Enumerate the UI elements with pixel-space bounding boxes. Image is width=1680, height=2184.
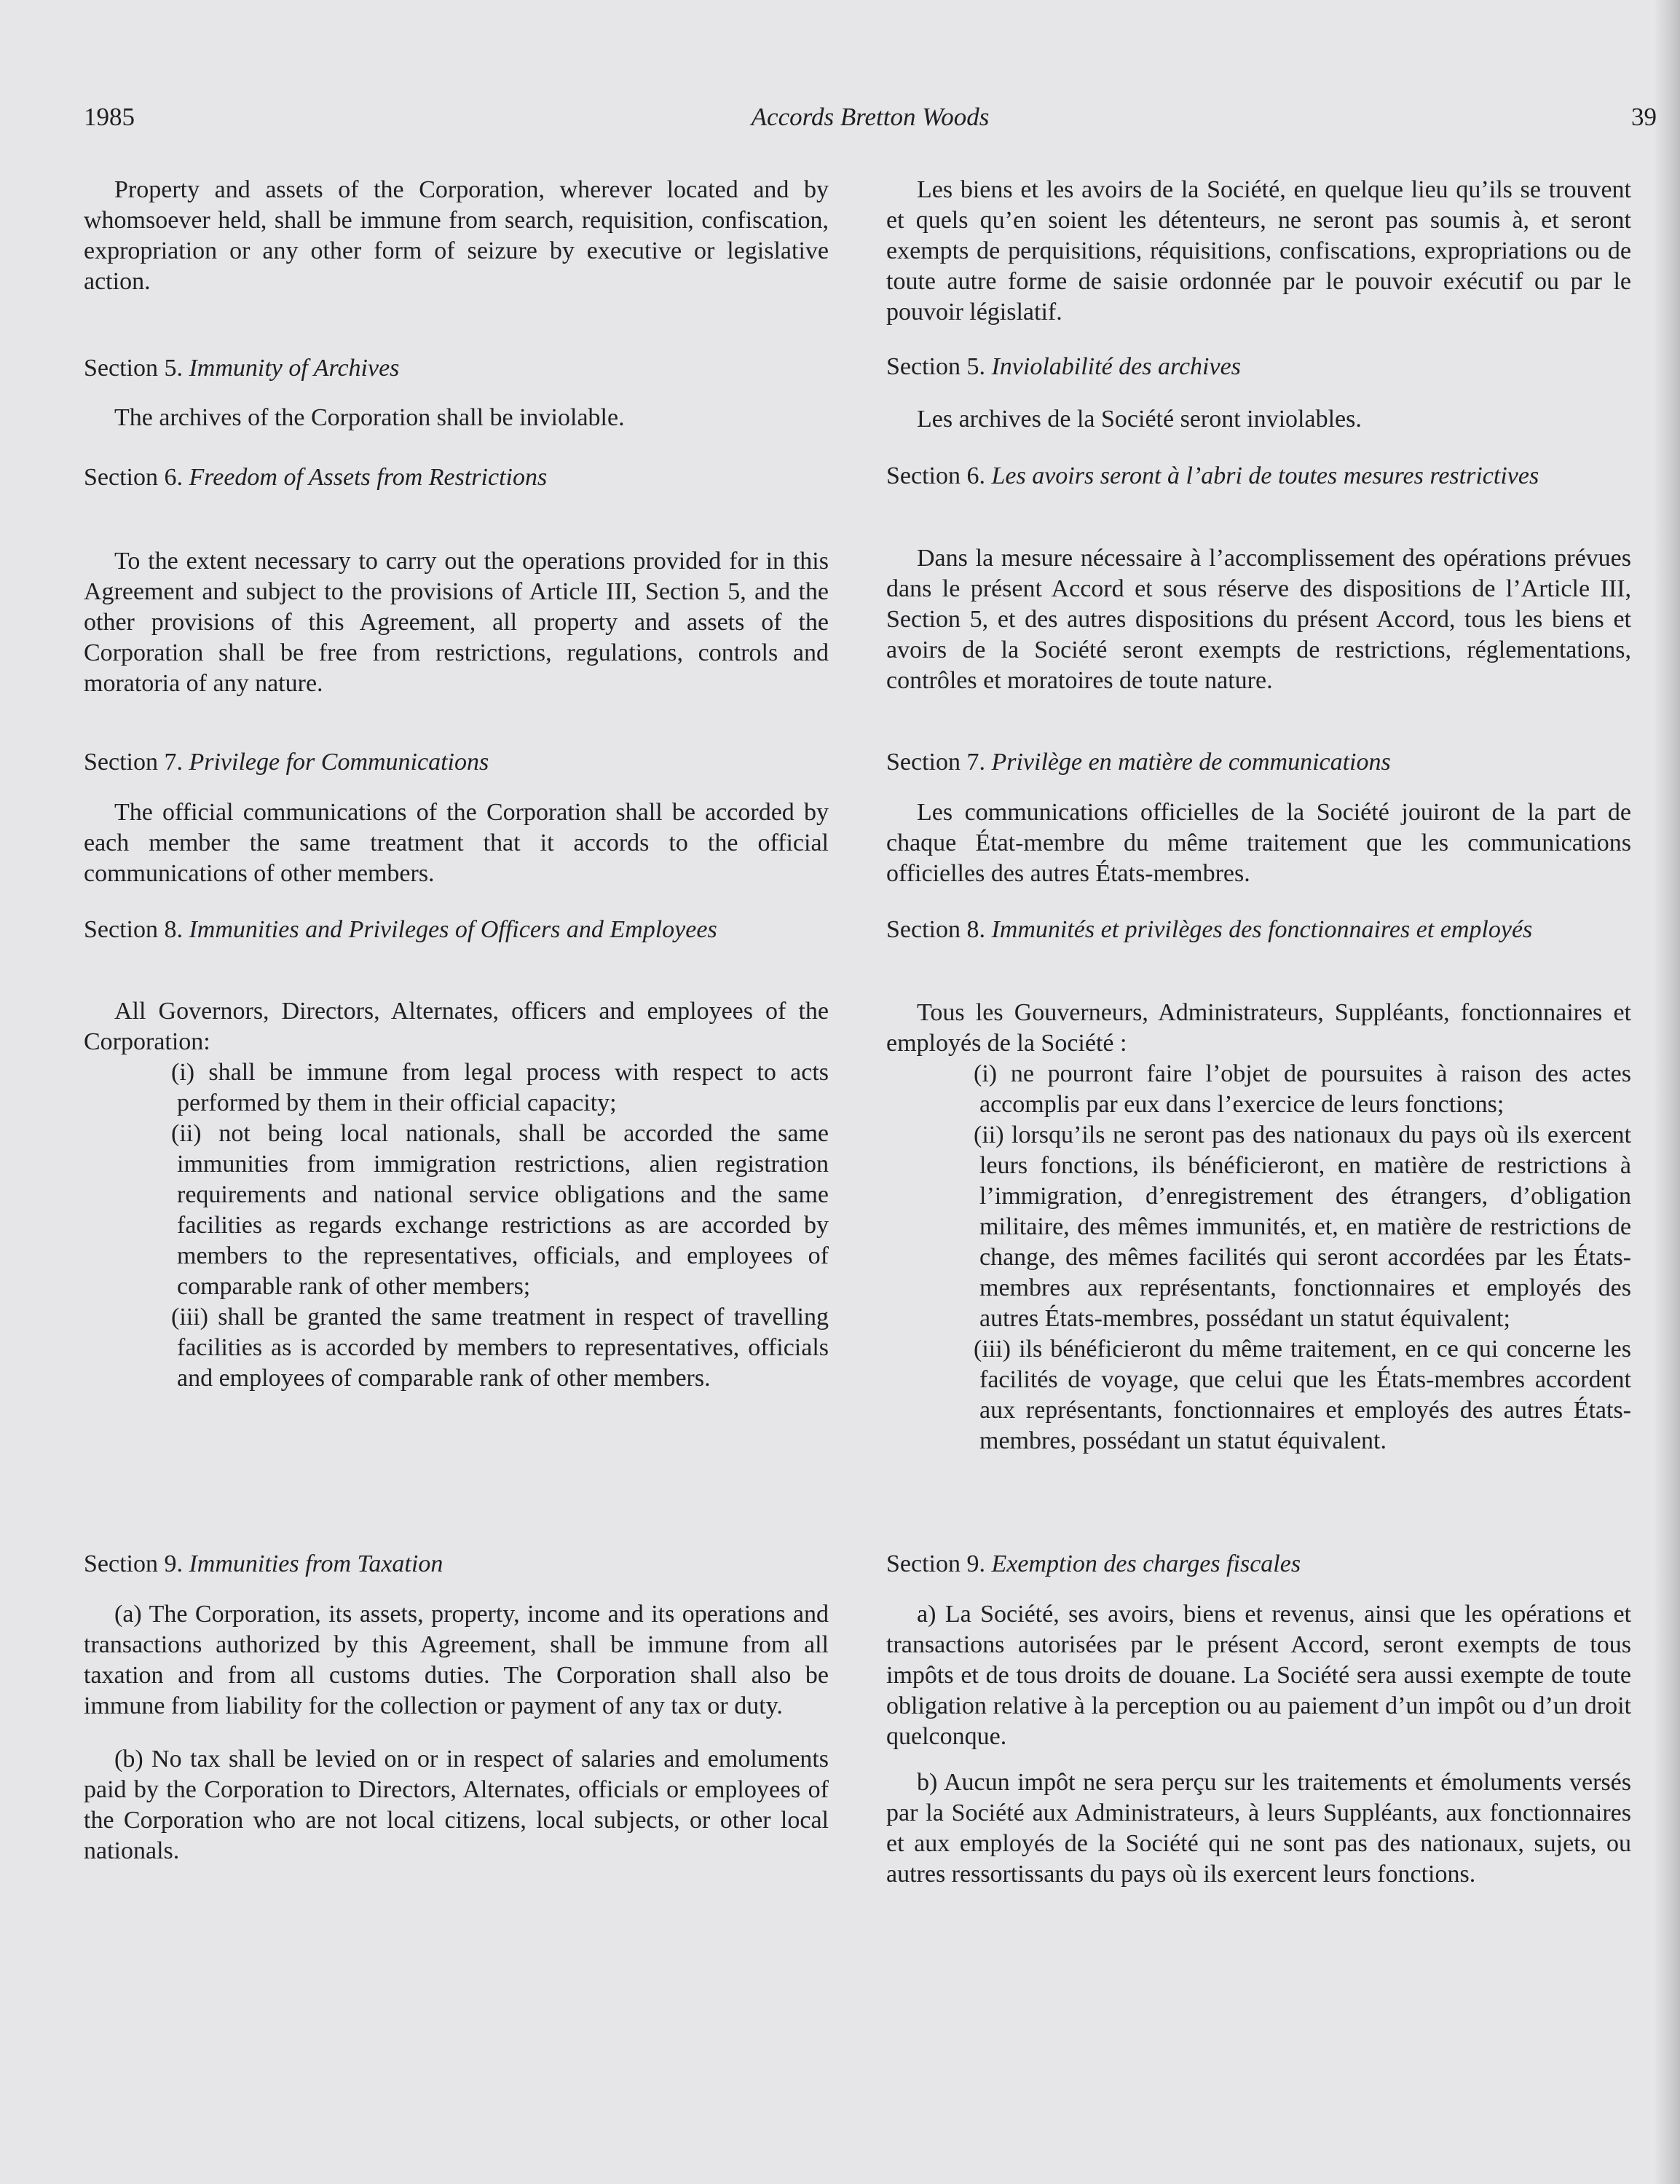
en-s8-item-1: (i) shall be immune from legal process with respect to acts performed by them in their official capacity; <box>171 1059 829 1116</box>
fr-s8-item-1: (i) ne pourront faire l’objet de poursuites à raison des actes accomplis par eux dans l’exercice de leurs fonctions; <box>974 1060 1631 1118</box>
fr-section-6-heading <box>886 461 1631 492</box>
en-section-7-heading <box>84 747 829 778</box>
en-s7-label: Section 7. <box>84 749 183 776</box>
fr-s7-label: Section 7. <box>886 749 985 776</box>
fr-section-9-b <box>886 1767 1631 1890</box>
en-s8-lead: All Governors, Directors, Alternates, officers and employees of the Corporation: <box>84 998 829 1055</box>
fr-s9-label: Section 9. <box>886 1550 985 1577</box>
en-section-7-body <box>84 797 829 889</box>
en-intro-text: Property and assets of the Corporation, wherever located and by whomsoever held, shall be immune from search, requisition, confiscation, expropriation or any other form of seizure by executive or legislative action. <box>84 176 829 295</box>
en-s8-label: Section 8. <box>84 916 189 943</box>
en-s8-title: Immunities and Privileges of Officers and Employees <box>189 916 717 943</box>
en-s8-item-2: (ii) not being local nationals, shall be accorded the same immunities from immigration restrictions, alien registration requirements and national service obligations and the same facilities as regards exchange restrictions as are accorded by members to the representatives, officials, and employees of comparable rank of other members; <box>171 1120 829 1300</box>
page-binding-edge <box>1655 0 1680 2184</box>
en-section-8-heading <box>84 915 829 945</box>
en-section-9-b <box>84 1744 829 1866</box>
en-s5-label: Section 5. <box>84 355 183 382</box>
en-s8-item-3: (iii) shall be granted the same treatment in respect of travelling facilities as is accorded by members to representatives, officials and employees of comparable rank of other members. <box>171 1304 829 1392</box>
en-s5-title: Immunity of Archives <box>189 355 400 382</box>
en-s7-title: Privilege for Communications <box>189 749 489 776</box>
fr-section-7-body <box>886 797 1631 889</box>
fr-s5-label: Section 5. <box>886 353 985 380</box>
fr-section-6-body <box>886 543 1631 696</box>
fr-intro <box>886 175 1631 328</box>
page-number: 39 <box>1631 103 1657 131</box>
en-s7-text: The official communications of the Corporation shall be accorded by each member the same treatment that it accords to the official communications of other members. <box>84 799 829 887</box>
fr-section-8-body <box>886 998 1631 1456</box>
en-s6-title: Freedom of Assets from Restrictions <box>189 464 548 491</box>
fr-s9-b-text: b) Aucun impôt ne sera perçu sur les traitements et émoluments versés par la Société aux Administrateurs, à leurs Suppléants, aux fonctionnaires et aux employés de la Société qui ne sont pas des nationaux, sujets, ou autres ressortissants du pays où ils exercent leurs fonctions. <box>886 1769 1631 1888</box>
en-s5-text: The archives of the Corporation shall be inviolable. <box>114 404 625 431</box>
fr-s8-lead: Tous les Gouverneurs, Administrateurs, Suppléants, fonctionnaires et employés de la Société : <box>886 999 1631 1057</box>
en-section-8-body <box>84 996 829 1394</box>
fr-s9-a-text: a) La Société, ses avoirs, biens et revenus, ainsi que les opérations et transactions autorisées par le présent Accord, seront exempts de tous impôts et de tous droits de douane. La Société sera aussi exempte de toute obligation relative à la perception ou au paiement d’un impôt ou d’un droit quelconque. <box>886 1601 1631 1750</box>
en-section-6-body <box>84 546 829 699</box>
fr-section-9-a <box>886 1599 1631 1752</box>
fr-s8-item-2: (ii) lorsqu’ils ne seront pas des nationaux du pays où ils exercent leurs fonctions, ils bénéficieront, en matière de restrictions à l’immigration, d’enregistrement des étrangers, d’obligation militaire, des mêmes immunités, et, en matière de restrictions de change, des mêmes facilités qui seront accordées par les États-membres aux représentants, fonctionnaires et employés des autres États-membres, possédant un statut équivalent; <box>974 1121 1631 1332</box>
fr-s8-label: Section 8. <box>886 916 992 943</box>
fr-s5-text: Les archives de la Société seront inviolables. <box>917 406 1362 433</box>
page-header <box>84 99 1657 135</box>
en-s9-b-text: (b) No tax shall be levied on or in respect of salaries and emoluments paid by the Corporation to Directors, Alternates, officials or employees of the Corporation who are not local citizens, local subjects, or other local nationals. <box>84 1746 829 1864</box>
fr-s6-label: Section 6. <box>886 462 992 489</box>
en-s9-a-text: (a) The Corporation, its assets, property, income and its operations and transactions authorized by this Agreement, shall be immune from all taxation and from all customs duties. The Corporation shall also be immune from liability for the collection or payment of any tax or duty. <box>84 1601 829 1719</box>
en-section-5-heading <box>84 353 829 384</box>
fr-intro-text: Les biens et les avoirs de la Société, en quelque lieu qu’ils se trouvent et quels qu’en soient les détenteurs, ne seront pas soumis à, et seront exempts de perquisitions, réquisitions, confiscations, expropriations ou de toute autre forme de saisie ordonnée par le pouvoir exécutif ou par le pouvoir législatif. <box>886 176 1631 326</box>
fr-section-8-heading <box>886 915 1631 945</box>
fr-s8-item-3: (iii) ils bénéficieront du même traitement, en ce qui concerne les facilités de voyage, que celui que les États-membres accordent aux représentants, fonctionnaires et employés des autres États-membres, possédant un statut équivalent. <box>974 1336 1631 1454</box>
fr-s6-title: Les avoirs seront à l’abri de toutes mesures restrictives <box>991 462 1539 489</box>
fr-section-5-heading <box>886 352 1631 382</box>
fr-section-5-body <box>886 404 1631 435</box>
en-s6-text: To the extent necessary to carry out the operations provided for in this Agreement and subject to the provisions of Article III, Section 5, and the other provisions of this Agreement, all property and assets of the Corporation shall be free from restrictions, regulations, controls and moratoria of any nature. <box>84 548 829 697</box>
en-section-9-a <box>84 1599 829 1722</box>
en-section-9-heading <box>84 1549 829 1580</box>
fr-s8-title: Immunités et privilèges des fonctionnaires et employés <box>991 916 1533 943</box>
header-year: 1985 <box>84 103 135 131</box>
fr-s6-text: Dans la mesure nécessaire à l’accomplissement des opérations prévues dans le présent Accord et sous réserve des dispositions de l’Article III, Section 5, et des autres dispositions du présent Accord, tous les biens et avoirs de la Société seront exempts de restrictions, réglementations, contrôles et moratoires de toute nature. <box>886 545 1631 694</box>
fr-s5-title: Inviolabilité des archives <box>991 353 1241 380</box>
en-intro <box>84 175 829 297</box>
fr-s7-title: Privilège en matière de communications <box>991 749 1391 776</box>
fr-s7-text: Les communications officielles de la Société jouiront de la part de chaque État-membre du même traitement que les communications officielles des autres États-membres. <box>886 799 1631 887</box>
en-s9-label: Section 9. <box>84 1550 183 1577</box>
en-section-6-heading <box>84 462 829 493</box>
en-s9-title: Immunities from Taxation <box>189 1550 443 1577</box>
header-title: Accords Bretton Woods <box>751 103 990 131</box>
fr-section-9-heading <box>886 1549 1631 1580</box>
en-section-5-body <box>84 403 829 433</box>
fr-section-7-heading <box>886 747 1631 778</box>
en-s6-label: Section 6. <box>84 464 183 491</box>
fr-s9-title: Exemption des charges fiscales <box>991 1550 1301 1577</box>
